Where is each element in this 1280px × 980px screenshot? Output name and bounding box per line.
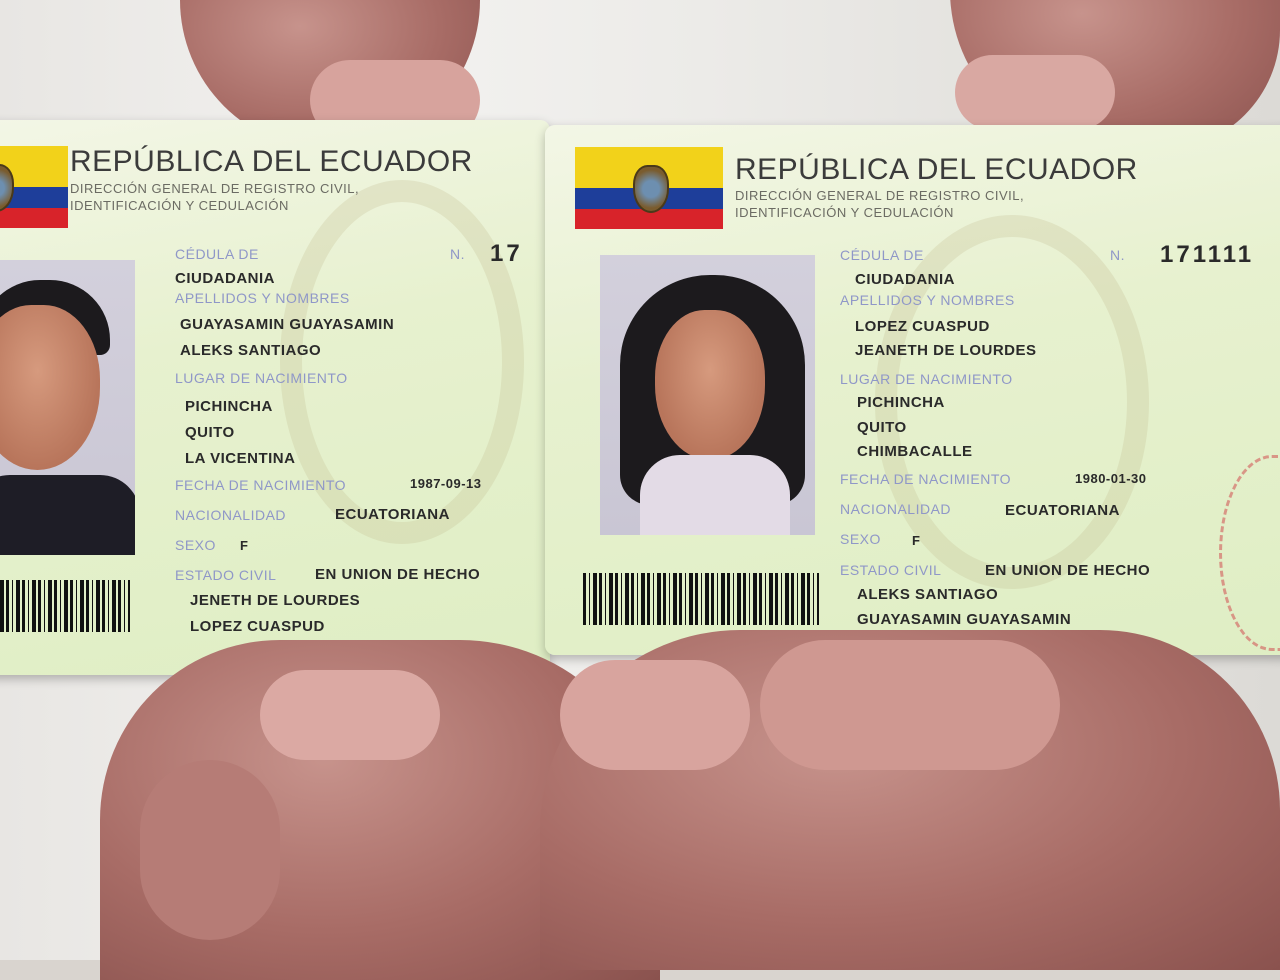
cedula-label: CÉDULA DE [840,247,924,263]
cedula-type: CIUDADANIA [855,271,955,288]
birth-city: QUITO [857,419,907,436]
partner-names: ALEKS SANTIAGO [857,586,999,603]
partner-names: JENETH DE LOURDES [190,592,361,609]
id-card-right [545,125,1280,655]
partner-surnames: GUAYASAMIN GUAYASAMIN [857,611,1072,628]
nationality-label: NACIONALIDAD [175,507,287,523]
birth-province: PICHINCHA [185,398,273,415]
names-label: APELLIDOS Y NOMBRES [175,290,350,306]
id-number: 171111 [1160,241,1255,268]
sex-label: SEXO [840,531,881,547]
given-names: ALEKS SANTIAGO [180,342,322,359]
card-agency: DIRECCIÓN GENERAL DE REGISTRO CIVIL, IDENTIFICACIÓN Y CEDULACIÓN [735,188,1025,220]
given-names: JEANETH DE LOURDES [855,342,1037,359]
card-agency: DIRECCIÓN GENERAL DE REGISTRO CIVIL, IDENTIFICACIÓN Y CEDULACIÓN [70,181,360,213]
birthplace-label: LUGAR DE NACIMIENTO [175,370,348,386]
red-stamp [1219,455,1280,651]
barcode [583,573,819,625]
ecuador-flag-icon [575,147,723,229]
bottom-right-finger [760,640,1060,770]
sex-label: SEXO [175,537,216,553]
barcode [0,580,130,632]
holder-photo [600,255,815,535]
birth-city: QUITO [185,424,235,441]
card-title: REPÚBLICA DEL ECUADOR [70,145,473,178]
cedula-type: CIUDADANIA [175,270,275,287]
bottom-right-thumb [560,660,750,770]
birthdate: 1980-01-30 [1075,471,1147,486]
sex: F [912,533,921,548]
birth-province: PICHINCHA [857,394,945,411]
cedula-label: CÉDULA DE [175,246,259,262]
civil-status: EN UNION DE HECHO [315,566,481,583]
birthdate-label: FECHA DE NACIMIENTO [175,477,347,493]
ecuador-flag-icon [0,146,68,228]
top-right-thumb [955,55,1115,130]
number-label: N. [450,246,465,262]
bottom-left-finger [140,760,280,940]
id-card-left [0,120,550,675]
id-number: 17 [490,240,523,267]
birthdate-label: FECHA DE NACIMIENTO [840,471,1012,487]
number-label: N. [1110,247,1125,263]
civil-status-label: ESTADO CIVIL [175,567,277,583]
nationality: ECUATORIANA [335,506,450,523]
nationality: ECUATORIANA [1005,502,1120,519]
birthplace-label: LUGAR DE NACIMIENTO [840,371,1013,387]
civil-status: EN UNION DE HECHO [985,562,1151,579]
sex: F [240,538,249,553]
card-title: REPÚBLICA DEL ECUADOR [735,153,1138,186]
birth-parish: LA VICENTINA [185,450,296,467]
birthdate: 1987-09-13 [410,476,482,491]
civil-status-label: ESTADO CIVIL [840,562,942,578]
bottom-left-thumb [260,670,440,760]
surnames: LOPEZ CUASPUD [855,318,990,335]
partner-surnames: LOPEZ CUASPUD [190,618,325,635]
nationality-label: NACIONALIDAD [840,501,952,517]
names-label: APELLIDOS Y NOMBRES [840,292,1015,308]
surnames: GUAYASAMIN GUAYASAMIN [180,316,395,333]
holder-photo [0,260,135,555]
birth-parish: CHIMBACALLE [857,443,973,460]
